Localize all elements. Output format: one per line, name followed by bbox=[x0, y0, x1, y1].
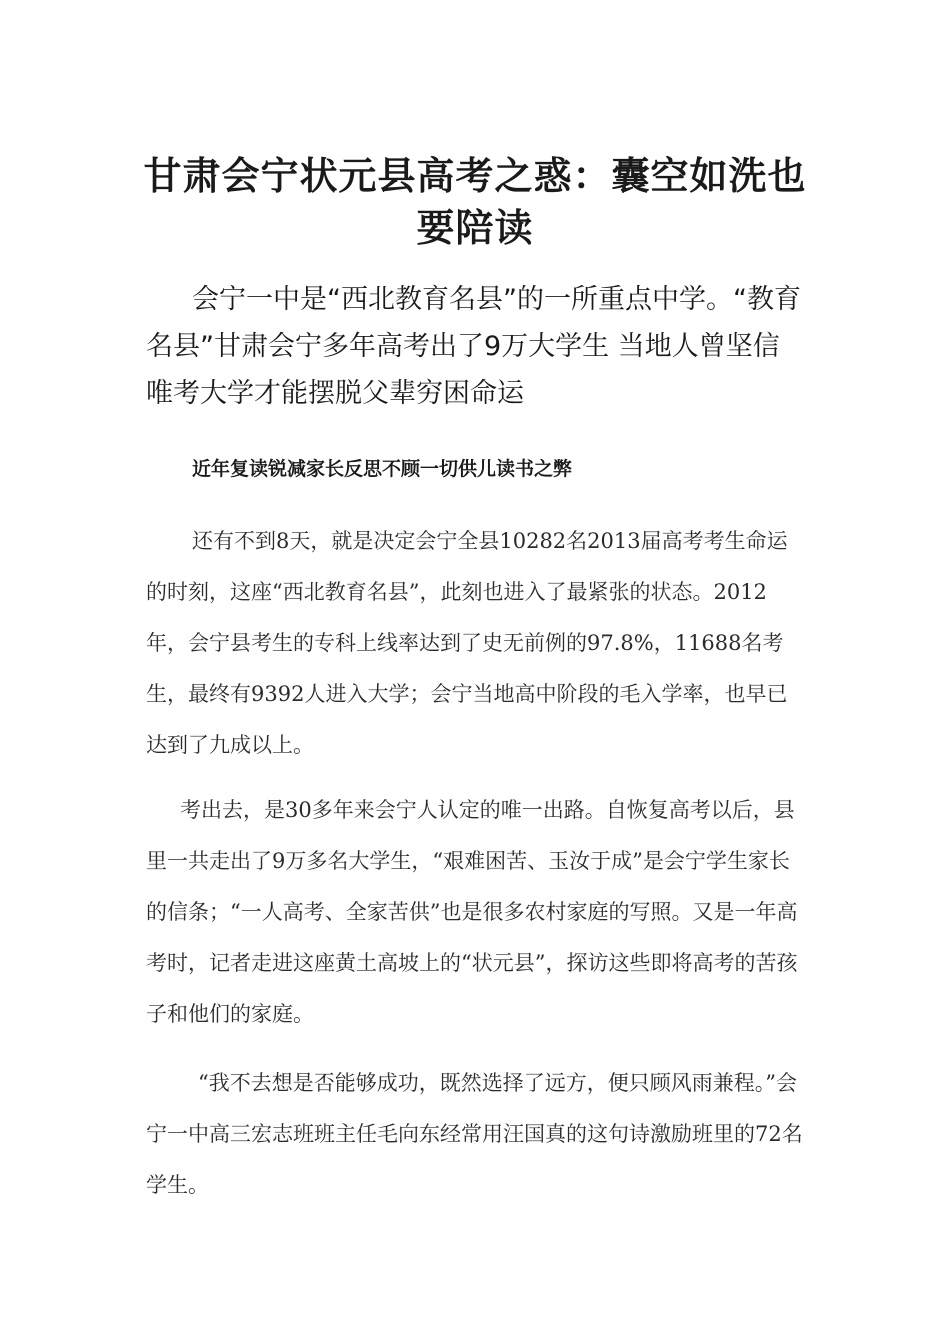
body-paragraph-2: 考出去，是30多年来会宁人认定的唯一出路。自恢复高考以后，县里一共走出了9万多名大学生，“艰难困苦、玉汝于成”是会宁学生家长的信条；“一人高考、全家苦供”也是很多农村家庭的写照。又是一年高考时，记者走进这座黄土高坡上的“状元县”，探访这些即将高考的苦孩子和他们的家庭。 bbox=[146, 798, 798, 1026]
article-subhead: 近年复读锐减家长反思不顾一切供儿读书之弊 bbox=[192, 458, 573, 480]
body-paragraph-1: 还有不到8天，就是决定会宁全县10282名2013届高考考生命运的时刻，这座“西北教育名县”，此刻也进入了最紧张的状态。2012年，会宁县考生的专科上线率达到了史无前例的97.8%，11688名考生，最终有9392人进入大学；会宁当地高中阶段的毛入学率，也早已达到了九成以上。 bbox=[146, 529, 788, 757]
article-title: 甘肃会宁状元县高考之惑：囊空如洗也要陪读 bbox=[143, 153, 807, 250]
body-paragraph-3: “我不去想是否能够成功，既然选择了远方，便只顾风雨兼程。”会宁一中高三宏志班班主任毛向东经常用汪国真的这句诗激励班里的72名学生。 bbox=[146, 1071, 803, 1197]
article-lead: 会宁一中是“西北教育名县”的一所重点中学。“教育名县”甘肃会宁多年高考出了9万大学生 当地人曾坚信唯考大学才能摆脱父辈穷困命运 bbox=[146, 284, 801, 409]
